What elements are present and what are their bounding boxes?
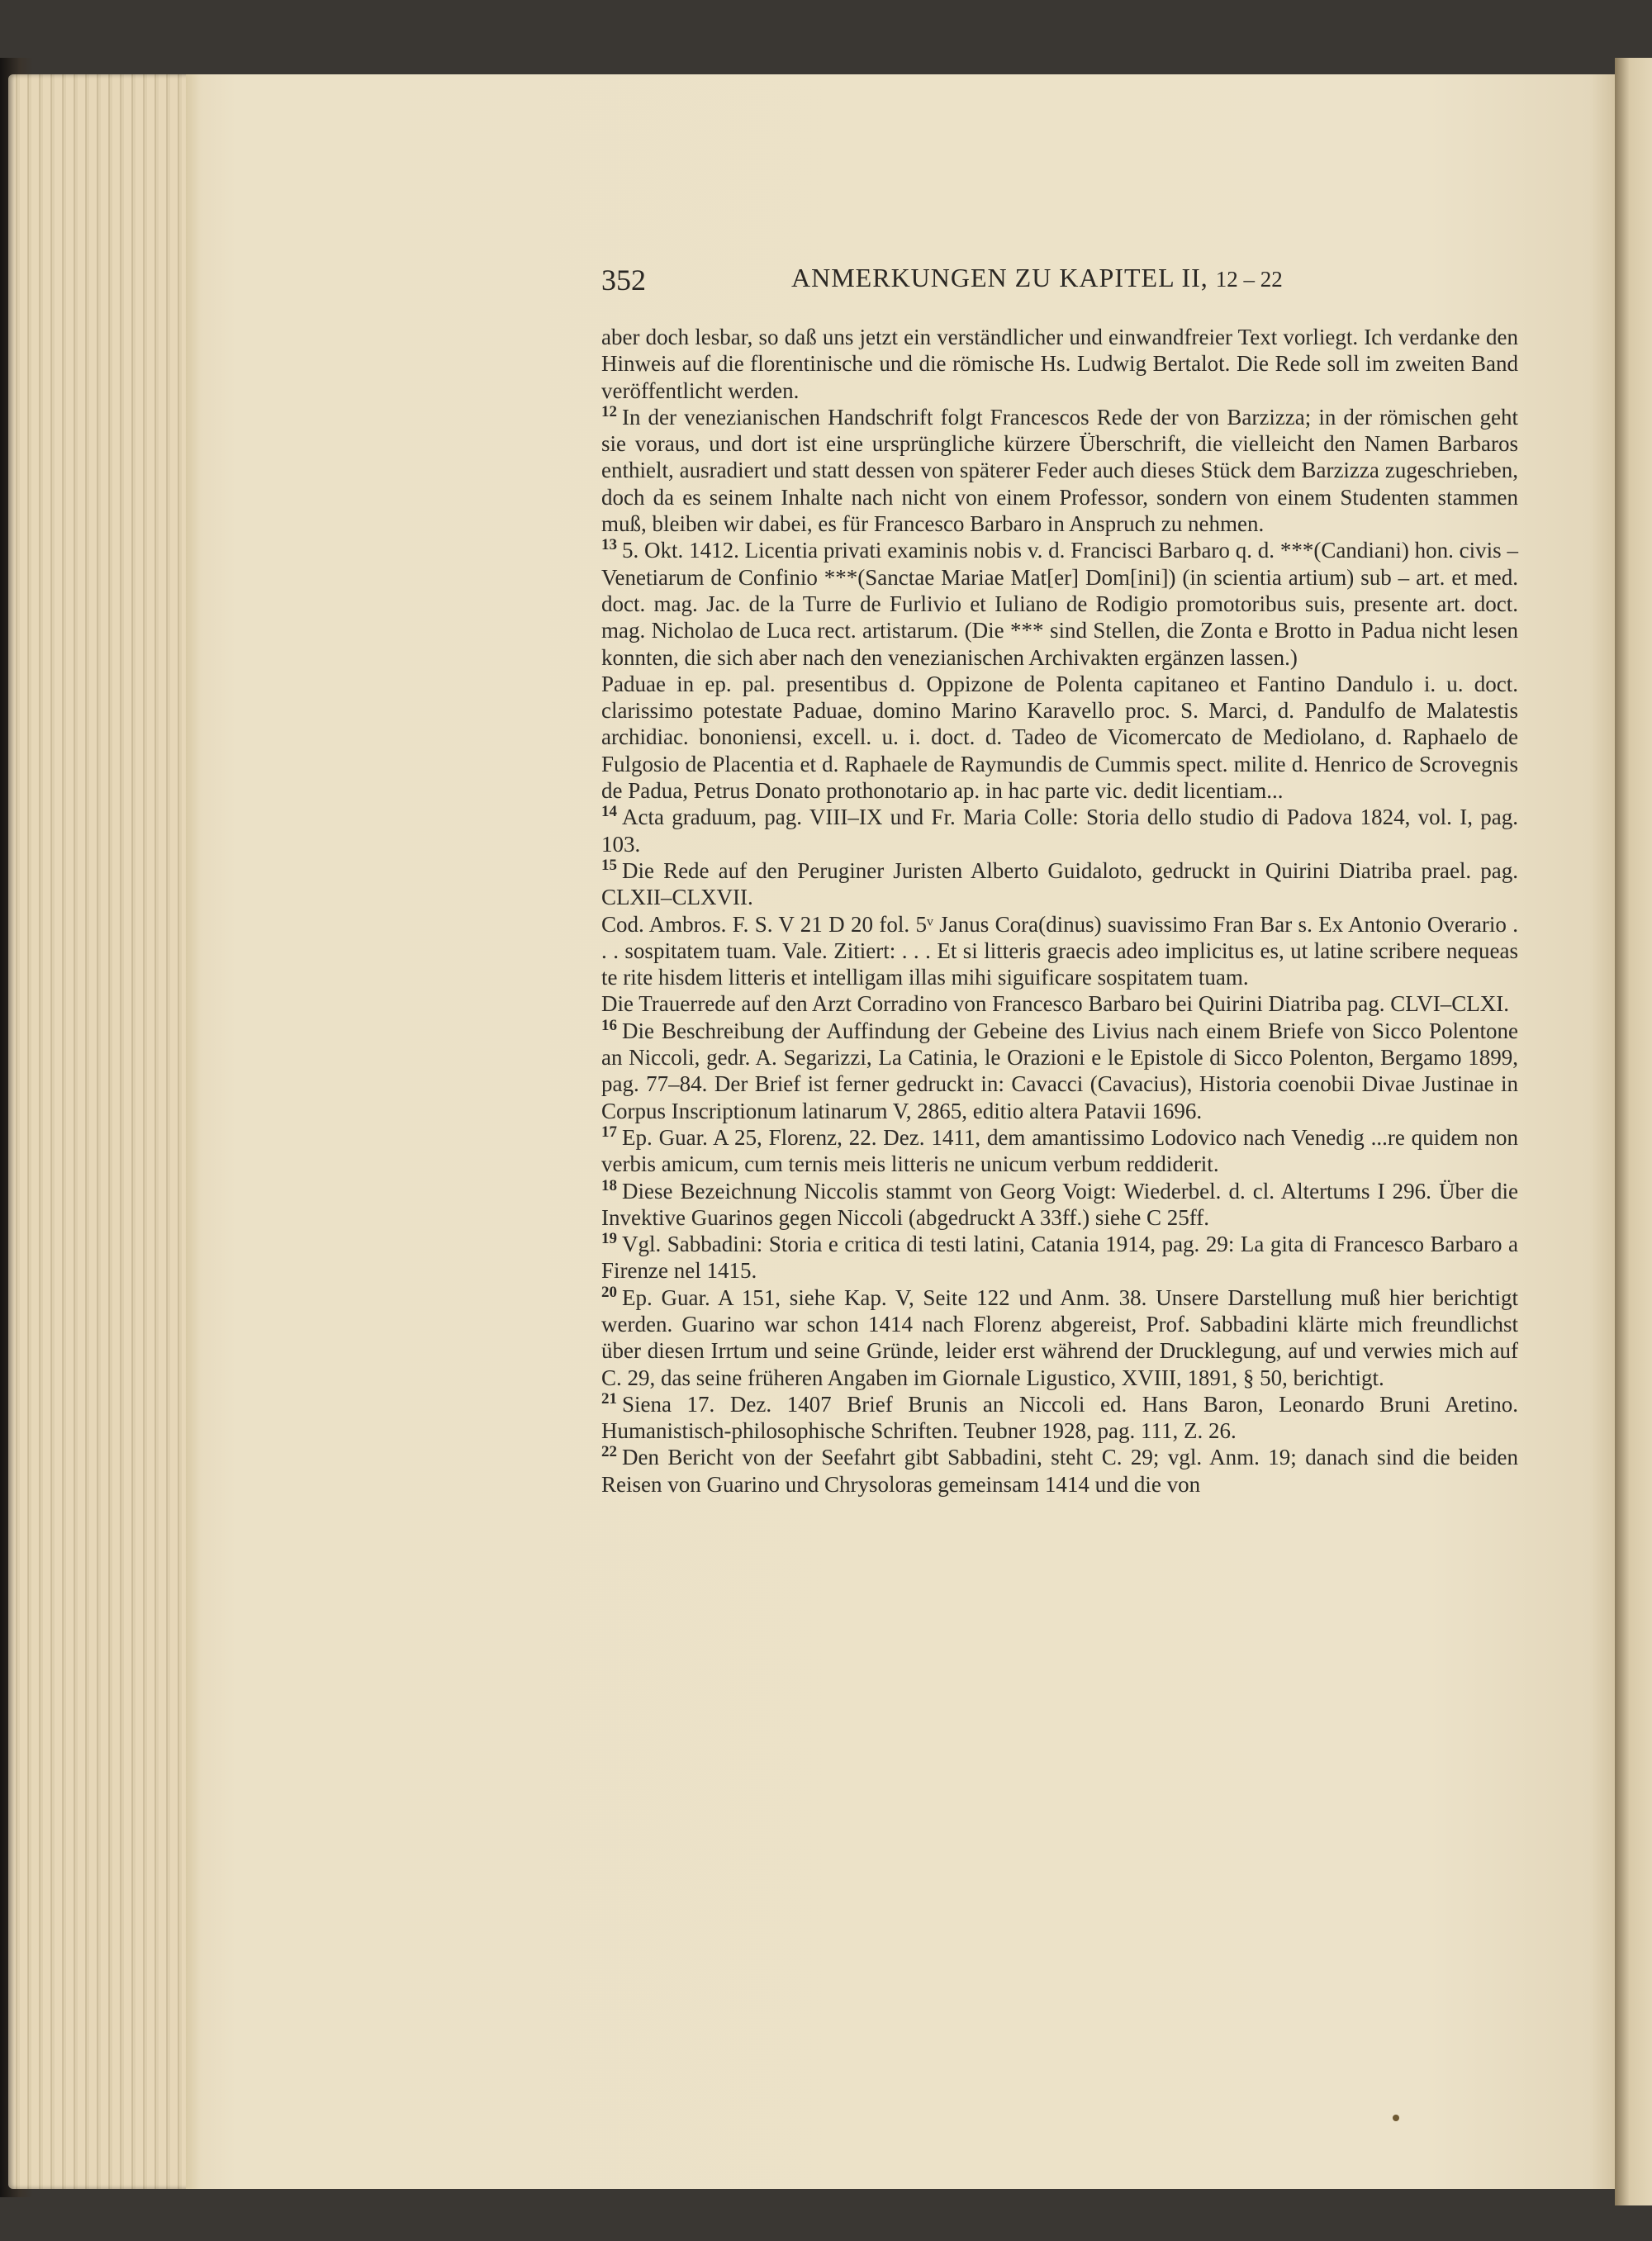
footnote-13: $^{13}$ 5. Okt. 1412. Licentia privati examinis nobis v. d. Francisci Barbaro q. d. ***(Candiani) hon. civis – Venetiarum de Confinio ***(Sanctae Mariae Mat[er] Dom[ini]) (in scientia artium) sub – art. et med. doct. mag. Jac. de la Turre de Furlivio et Iuliano de Rodigio promotoribus suis, presente art. doct. mag. Nicholao de Luca rect. artistarum. (Die *** sind Stellen, die Zonta e Brotto in Padua nicht lesen konnten, die sich aber nach den venezianischen Archivakten ergänzen lassen.) — [601, 536, 1518, 670]
footnote-number: 18 — [601, 1176, 617, 1194]
footnote-number: 22 — [601, 1443, 617, 1461]
footnote-number: 17 — [601, 1123, 617, 1141]
chapter-range: 12 – 22 — [1215, 267, 1283, 292]
footnote-number: 16 — [601, 1016, 617, 1034]
facing-page-edge — [1615, 58, 1652, 2205]
footnote-16: $^{16}$ Die Beschreibung der Auffindung der Gebeine des Livius nach einem Briefe von Sicco Polentone an Niccoli, gedr. A. Segarizzi, La Catinia, le Orazioni e le Epistole di Sicco Polenton, Bergamo 1899, pag. 77–84. Der Brief ist ferner gedruckt in: Cavacci (Cavacius), Historia coenobii Divae Justinae in Corpus Inscriptionum latinarum V, 2865, editio altera Patavii 1696. — [601, 1016, 1518, 1123]
running-head: ANMERKUNGEN ZU KAPITEL II, 12 – 22 — [791, 263, 1283, 292]
paragraph: Paduae in ep. pal. presentibus d. Oppizone de Polenta capitaneo et Fantino Dandulo i. u. doct. clarissimo potestate Paduae, domino Marino Karavello proc. S. Marci, d. Pandulfo de Malatestis archidiac. bononiensi, excell. u. i. doct. d. Tadeo de Vicomercato de Mediolano, d. Raphaelo de Fulgosio de Placentia et d. Raphaele de Raymundis de Cummis spect. milite d. Henrico de Scrovegnis de Padua, Petrus Donato prothonotario ap. in hac parte vic. dedit licentiam... — [601, 671, 1518, 804]
footnote-17: $^{17}$ Ep. Guar. A 25, Florenz, 22. Dez. 1411, dem amantissimo Lodovico nach Venedig ...re quidem non verbis amicum, cum ternis meis litteris ne unicum verbum reddiderit. — [601, 1123, 1518, 1177]
footnote-12: $^{12}$ In der venezianischen Handschrift folgt Francescos Rede der von Barzizza; in der römischen geht sie voraus, und dort ist eine ursprüngliche kürzere Überschrift, die vielleicht den Namen Barbaros enthielt, ausradiert und statt dessen von späterer Feder auch dieses Stück dem Barzizza zugeschrieben, doch da es seinem Inhalte nach nicht von einem Professor, sondern von einem Studenten stammen muß, bleiben wir dabei, es für Francesco Barbaro in Anspruch zu nehmen. — [601, 402, 1518, 537]
paragraph: Die Trauerrede auf den Arzt Corradino von Francesco Barbaro bei Quirini Diatriba pag. CLVI–CLXI. — [601, 991, 1509, 1017]
page-number: 352 — [601, 264, 646, 297]
footnote-20: $^{20}$ Ep. Guar. A 151, siehe Kap. V, Seite 122 und Anm. 38. Unsere Darstellung muß hier berichtigt werden. Guarino war schon 1414 nach Florenz abgereist, Prof. Sabbadini klärte mich freundlichst über diesen Irrtum und seine Gründe, leider erst während der Drucklegung, auf und verwies mich auf C. 29, das seine früheren Angaben im Giornale Ligustico, XVIII, 1891, § 50, berichtigt. — [601, 1283, 1518, 1390]
paragraph: Cod. Ambros. F. S. V 21 D 20 fol. 5ᵛ Janus Cora(dinus) suavissimo Fran Bar s. Ex Antonio Overario . . . sospitatem tuam. Vale. Zitiert: . . . Et si litteris graecis adeo implicitus es, ut latine scribere nequeas te rite hisdem litteris et intelligam illas mihi siguificare sospitatem tuam. — [601, 911, 1518, 990]
footnote-number: 20 — [601, 1283, 617, 1301]
page-stack-edges — [8, 74, 194, 2189]
ink-spot — [1393, 2115, 1399, 2121]
footnote-number: 13 — [601, 536, 617, 554]
footnote-14: $^{14}$ Acta graduum, pag. VIII–IX und Fr. Maria Colle: Storia dello studio di Padova 1824, vol. I, pag. 103. — [601, 803, 1518, 857]
footnote-number: 12 — [601, 402, 617, 420]
footnote-number: 19 — [601, 1230, 617, 1248]
footnote-21: $^{21}$ Siena 17. Dez. 1407 Brief Brunis an Niccoli ed. Hans Baron, Leonardo Bruni Aretino. Humanistisch-philosophische Schriften. Teubner 1928, pag. 111, Z. 26. — [601, 1389, 1518, 1444]
footnote-22: $^{22}$ Den Bericht von der Seefahrt gibt Sabbadini, steht C. 29; vgl. Anm. 19; danach sind die beiden Reisen von Guarino und Chrysoloras gemeinsam 1414 und die von — [601, 1443, 1518, 1497]
page-header — [601, 263, 1518, 304]
footnote-number: 21 — [601, 1389, 617, 1408]
footnote-18: $^{18}$ Diese Bezeichnung Niccolis stammt von Georg Voigt: Wiederbel. d. cl. Altertums I 296. Über die Invektive Guarinos gegen Niccoli (abgedruckt A 33ff.) siehe C 25ff. — [601, 1176, 1518, 1230]
footnote-19: $^{19}$ Vgl. Sabbadini: Storia e critica di testi latini, Catania 1914, pag. 29: La gita di Francesco Barbaro a Firenze nel 1415. — [601, 1230, 1518, 1284]
footnote-number: 15 — [601, 856, 617, 874]
footnote-number: 14 — [601, 803, 617, 821]
footnote-text-block — [601, 324, 1518, 1498]
paragraph: aber doch lesbar, so daß uns jetzt ein verständlicher und einwandfreier Text vorliegt. Ich verdanke den Hinweis auf die florentinische und die römische Hs. Ludwig Bertalot. Die Rede soll im zweiten Band veröffentlicht werden. — [601, 325, 1518, 403]
footnote-15: $^{15}$ Die Rede auf den Peruginer Juristen Alberto Guidaloto, gedruckt in Quirini Diatriba prael. pag. CLXII–CLXVII. — [601, 856, 1518, 910]
